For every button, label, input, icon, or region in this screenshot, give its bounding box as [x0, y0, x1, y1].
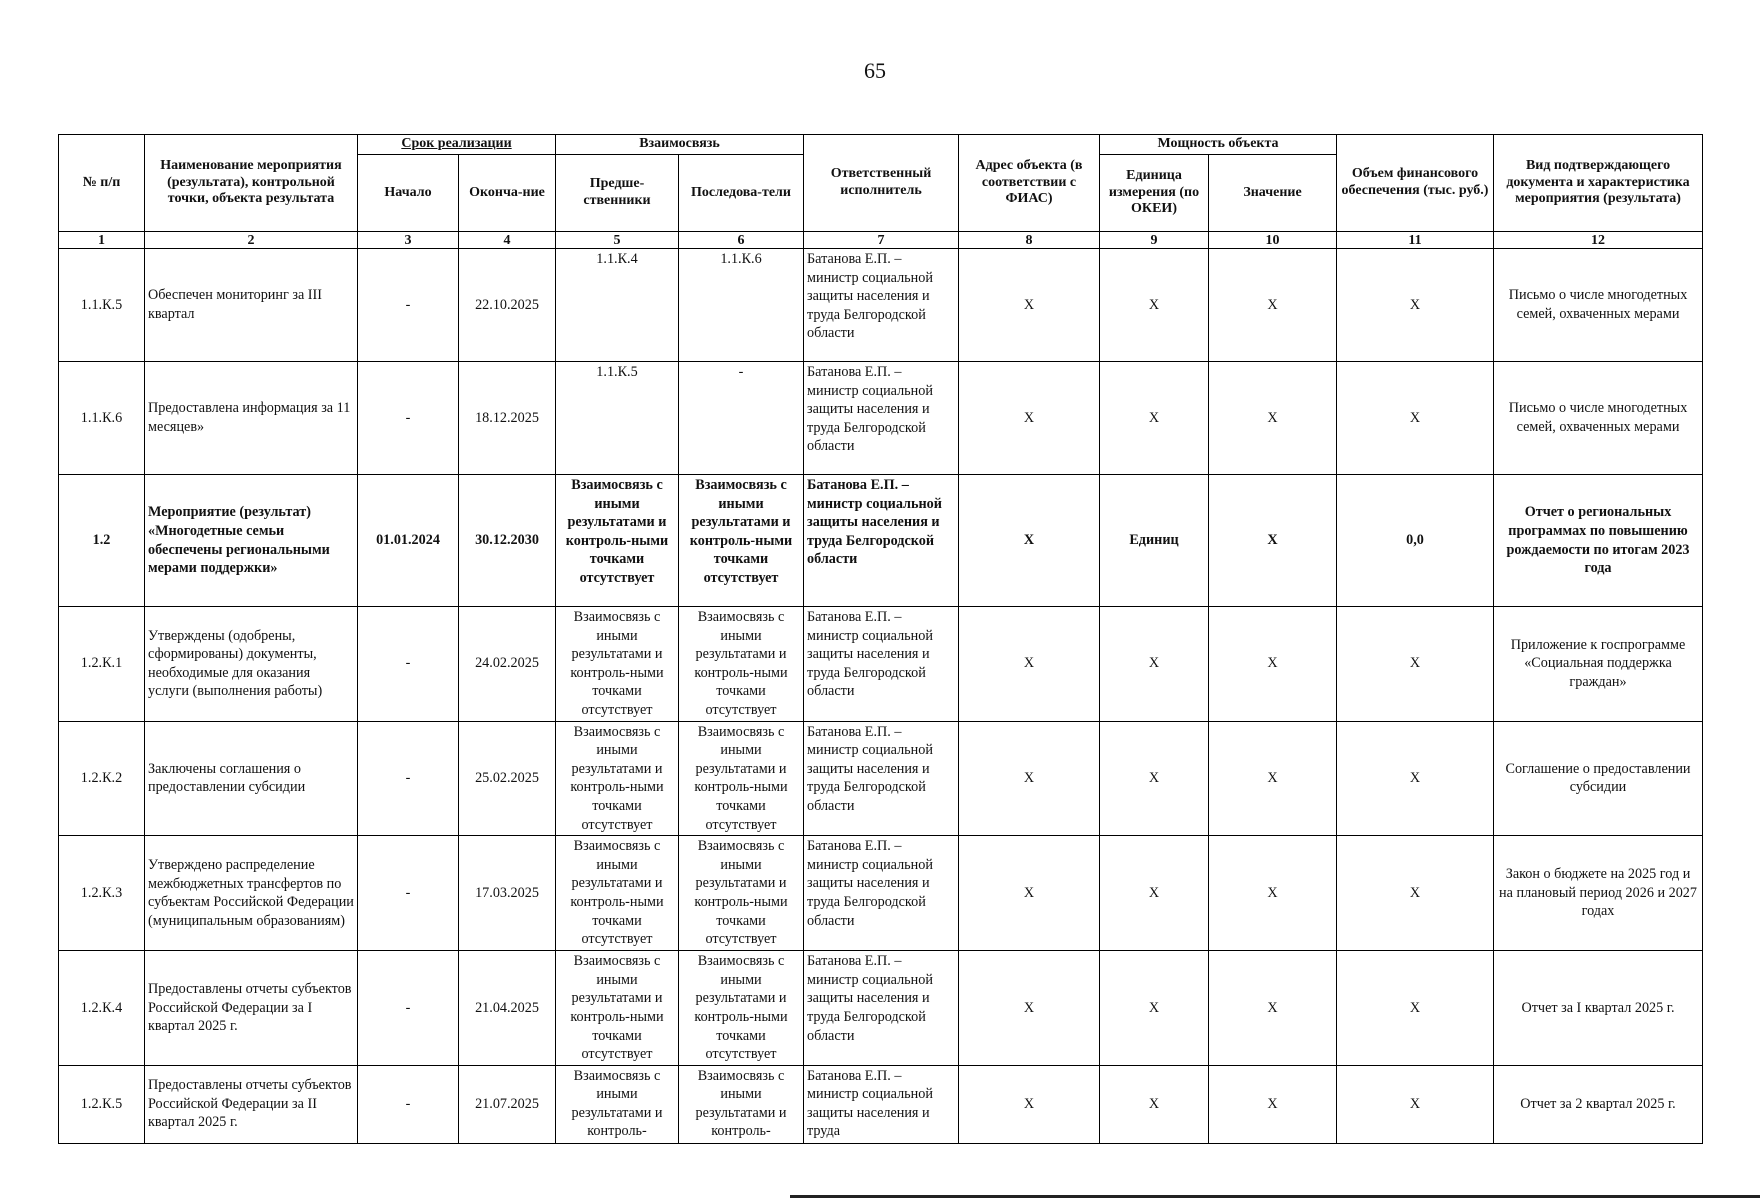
cell-start: -	[358, 721, 459, 836]
cell-end: 24.02.2025	[459, 607, 556, 722]
cell-end: 22.10.2025	[459, 249, 556, 362]
cell-address: Х	[959, 607, 1100, 722]
cell-unit: Х	[1100, 1065, 1209, 1143]
col-number: 8	[959, 232, 1100, 249]
cell-address: Х	[959, 836, 1100, 951]
header-name: Наименование мероприятия (результата), контрольной точки, объекта результата	[145, 135, 358, 232]
table-row	[59, 249, 1703, 362]
col-number: 6	[679, 232, 804, 249]
cell-financing: Х	[1337, 721, 1494, 836]
cell-end: 18.12.2025	[459, 362, 556, 475]
cell-number: 1.2.К.5	[59, 1065, 145, 1143]
cell-predecessors: Взаимосвязь с иными результатами и контроль-ными точками отсутствует	[556, 607, 679, 722]
cell-start: -	[358, 1065, 459, 1143]
cell-document: Письмо о числе многодетных семей, охваченных мерами	[1494, 249, 1703, 362]
cell-successors: Взаимосвязь с иными результатами и контроль-ными точками отсутствует	[679, 607, 804, 722]
cell-address: Х	[959, 721, 1100, 836]
cell-financing: Х	[1337, 362, 1494, 475]
cell-name: Заключены соглашения о предоставлении субсидии	[145, 721, 358, 836]
table-row	[59, 362, 1703, 475]
table-body	[59, 249, 1703, 1144]
header-unit: Единица измерения (по ОКЕИ)	[1100, 155, 1209, 232]
cell-document: Закон о бюджете на 2025 год и на плановый период 2026 и 2027 годах	[1494, 836, 1703, 951]
cell-successors: Взаимосвязь с иными результатами и контроль-ными точками отсутствует	[679, 951, 804, 1066]
col-number: 10	[1209, 232, 1337, 249]
cell-value: Х	[1209, 475, 1337, 607]
cell-start: -	[358, 951, 459, 1066]
cell-number: 1.2	[59, 475, 145, 607]
cell-successors: Взаимосвязь с иными результатами и контроль-ными точками отсутствует	[679, 836, 804, 951]
cell-unit: Единиц	[1100, 475, 1209, 607]
cell-successors: -	[679, 362, 804, 475]
cell-unit: Х	[1100, 836, 1209, 951]
cell-start: 01.01.2024	[358, 475, 459, 607]
cell-document: Отчет за I квартал 2025 г.	[1494, 951, 1703, 1066]
header-link-group: Взаимосвязь	[556, 135, 804, 155]
col-number: 2	[145, 232, 358, 249]
cell-name: Утверждены (одобрены, сформированы) документы, необходимые для оказания услуги (выполнения работы)	[145, 607, 358, 722]
page-number: 65	[864, 58, 886, 83]
cell-address: Х	[959, 1065, 1100, 1143]
col-number: 3	[358, 232, 459, 249]
table-row	[59, 836, 1703, 951]
cell-successors: Взаимосвязь с иными результатами и контроль-ными точками отсутствует	[679, 721, 804, 836]
cell-start: -	[358, 362, 459, 475]
cell-value: Х	[1209, 721, 1337, 836]
cell-number: 1.2.К.2	[59, 721, 145, 836]
cell-end: 21.07.2025	[459, 1065, 556, 1143]
cell-financing: 0,0	[1337, 475, 1494, 607]
cell-responsible: Батанова Е.П. – министр социальной защиты населения и труда Белгородской области	[804, 836, 959, 951]
cell-predecessors: Взаимосвязь с иными результатами и контроль-ными точками отсутствует	[556, 721, 679, 836]
cell-value: Х	[1209, 951, 1337, 1066]
cell-responsible: Батанова Е.П. – министр социальной защиты населения и труда Белгородской области	[804, 362, 959, 475]
cell-value: Х	[1209, 607, 1337, 722]
col-number: 1	[59, 232, 145, 249]
cell-start: -	[358, 249, 459, 362]
header-successors: Последова-тели	[679, 155, 804, 232]
header-address: Адрес объекта (в соответствии с ФИАС)	[959, 135, 1100, 232]
cell-document: Приложение к госпрограмме «Социальная поддержка граждан»	[1494, 607, 1703, 722]
cell-financing: Х	[1337, 249, 1494, 362]
cell-document: Письмо о числе многодетных семей, охваченных мерами	[1494, 362, 1703, 475]
header-predecessors: Предше-ственники	[556, 155, 679, 232]
header-document: Вид подтверждающего документа и характеристика мероприятия (результата)	[1494, 135, 1703, 232]
table-header	[59, 135, 1703, 249]
cell-start: -	[358, 836, 459, 951]
cell-financing: Х	[1337, 1065, 1494, 1143]
cell-financing: Х	[1337, 607, 1494, 722]
cell-responsible: Батанова Е.П. – министр социальной защиты населения и труда Белгородской области	[804, 721, 959, 836]
cell-predecessors: 1.1.К.5	[556, 362, 679, 475]
cell-end: 25.02.2025	[459, 721, 556, 836]
cell-address: Х	[959, 249, 1100, 362]
header-numbers-row	[59, 232, 1703, 249]
cell-financing: Х	[1337, 951, 1494, 1066]
cell-name: Предоставлены отчеты субъектов Российской Федерации за I квартал 2025 г.	[145, 951, 358, 1066]
cell-responsible: Батанова Е.П. – министр социальной защиты населения и труда Белгородской области	[804, 607, 959, 722]
bottom-rule	[790, 1195, 1760, 1198]
cell-value: Х	[1209, 836, 1337, 951]
col-number: 7	[804, 232, 959, 249]
cell-number: 1.1.К.6	[59, 362, 145, 475]
cell-value: Х	[1209, 362, 1337, 475]
header-responsible: Ответственный исполнитель	[804, 135, 959, 232]
cell-address: Х	[959, 951, 1100, 1066]
cell-number: 1.2.К.4	[59, 951, 145, 1066]
cell-end: 21.04.2025	[459, 951, 556, 1066]
cell-responsible: Батанова Е.П. – министр социальной защиты населения и труда Белгородской области	[804, 249, 959, 362]
cell-value: Х	[1209, 1065, 1337, 1143]
cell-responsible: Батанова Е.П. – министр социальной защиты населения и труда Белгородской области	[804, 475, 959, 607]
cell-unit: Х	[1100, 607, 1209, 722]
cell-predecessors: 1.1.К.4	[556, 249, 679, 362]
cell-name: Обеспечен мониторинг за III квартал	[145, 249, 358, 362]
cell-name: Предоставлена информация за 11 месяцев»	[145, 362, 358, 475]
cell-predecessors: Взаимосвязь с иными результатами и контроль-ными точками отсутствует	[556, 951, 679, 1066]
col-number: 11	[1337, 232, 1494, 249]
table-row	[59, 475, 1703, 607]
cell-successors: Взаимосвязь с иными результатами и контроль-ными точками отсутствует	[679, 475, 804, 607]
cell-unit: Х	[1100, 249, 1209, 362]
header-end: Оконча-ние	[459, 155, 556, 232]
header-power-group: Мощность объекта	[1100, 135, 1337, 155]
cell-responsible: Батанова Е.П. – министр социальной защиты населения и труда Белгородской области	[804, 951, 959, 1066]
col-number: 9	[1100, 232, 1209, 249]
cell-number: 1.2.К.3	[59, 836, 145, 951]
cell-successors: 1.1.К.6	[679, 249, 804, 362]
cell-number: 1.1.К.5	[59, 249, 145, 362]
table-row	[59, 721, 1703, 836]
header-value: Значение	[1209, 155, 1337, 232]
cell-end: 30.12.2030	[459, 475, 556, 607]
cell-document: Отчет за 2 квартал 2025 г.	[1494, 1065, 1703, 1143]
cell-address: Х	[959, 475, 1100, 607]
cell-predecessors: Взаимосвязь с иными результатами и контроль-	[556, 1065, 679, 1143]
header-term-group: Срок реализации	[358, 135, 556, 155]
cell-start: -	[358, 607, 459, 722]
col-number: 5	[556, 232, 679, 249]
cell-unit: Х	[1100, 951, 1209, 1066]
col-number: 4	[459, 232, 556, 249]
cell-successors: Взаимосвязь с иными результатами и контроль-	[679, 1065, 804, 1143]
cell-unit: Х	[1100, 721, 1209, 836]
cell-name: Утверждено распределение межбюджетных трансфертов по субъектам Российской Федерации (муниципальным образованиям)	[145, 836, 358, 951]
cell-predecessors: Взаимосвязь с иными результатами и контроль-ными точками отсутствует	[556, 836, 679, 951]
cell-name: Мероприятие (результат) «Многодетные семьи обеспечены региональными мерами поддержки»	[145, 475, 358, 607]
cell-financing: Х	[1337, 836, 1494, 951]
header-financing: Объем финансового обеспечения (тыс. руб.)	[1337, 135, 1494, 232]
table-row	[59, 1065, 1703, 1143]
header-start: Начало	[358, 155, 459, 232]
cell-end: 17.03.2025	[459, 836, 556, 951]
cell-value: Х	[1209, 249, 1337, 362]
cell-predecessors: Взаимосвязь с иными результатами и контроль-ными точками отсутствует	[556, 475, 679, 607]
table-row	[59, 951, 1703, 1066]
plan-table	[58, 134, 1703, 1144]
col-number: 12	[1494, 232, 1703, 249]
header-num: № п/п	[59, 135, 145, 232]
cell-number: 1.2.К.1	[59, 607, 145, 722]
table-row	[59, 607, 1703, 722]
cell-document: Отчет о региональных программах по повышению рождаемости по итогам 2023 года	[1494, 475, 1703, 607]
cell-responsible: Батанова Е.П. – министр социальной защиты населения и труда	[804, 1065, 959, 1143]
cell-name: Предоставлены отчеты субъектов Российской Федерации за II квартал 2025 г.	[145, 1065, 358, 1143]
cell-unit: Х	[1100, 362, 1209, 475]
cell-document: Соглашение о предоставлении субсидии	[1494, 721, 1703, 836]
cell-address: Х	[959, 362, 1100, 475]
